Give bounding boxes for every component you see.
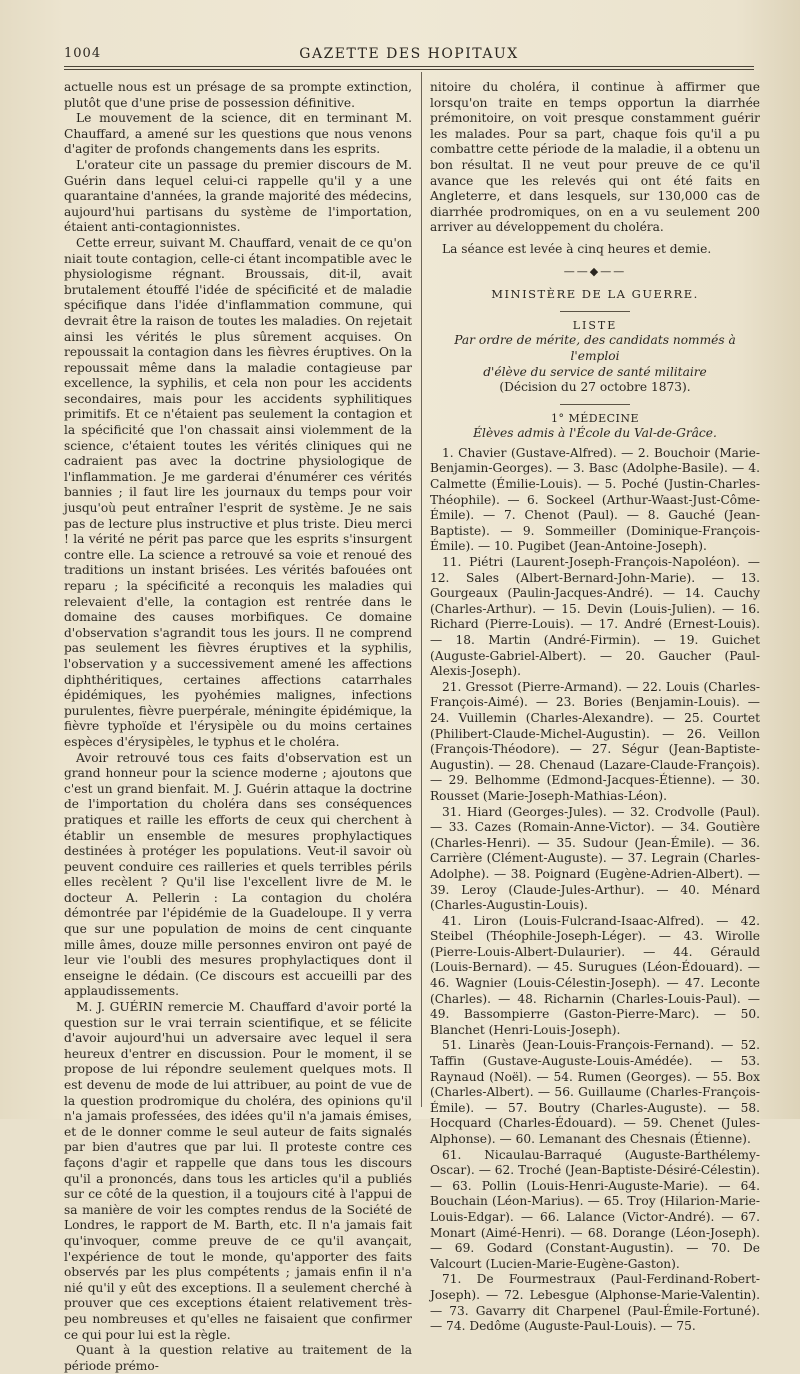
header-rule bbox=[64, 66, 754, 67]
ornament-divider: ——◆—— bbox=[563, 264, 627, 278]
ministry-heading: MINISTÈRE DE LA GUERRE. bbox=[491, 287, 699, 302]
decision-date: (Décision du 27 octobre 1873). bbox=[499, 380, 691, 395]
paragraph: Cette erreur, suivant M. Chauffard, venait de ce qu'on niait toute contagion, celle-ci étant incompatible avec le physiologisme régnant. Broussais, dit-il, avait brutalement étouffé l'idée de spécificité et de maladie spécifique dans l'idée d'inflammation commune, qui devrait être la raison de toutes les maladies. On rejetait ainsi les vérités le plus sûrement acquises. On repoussait la contagion dans les fièvres éruptives. On la repoussait même dans la maladie contagieuse par excellence, la syphilis, et cela non pour les accidents secondaires, mais pour les accidents syphilitiques primitifs. Et ce n'étaient pas seulement la contagion et la spécificité que l'on chassait ainsi violemment de la science, c'étaient toutes les vérités cliniques qui ne cadraient pas avec la doctrine physiologique de l'inflammation. Je me garderai d'énumérer ces vérités bannies ; il faut lire les journaux du temps pour voir jusqu'où peut entraîner l'esprit de système. Je ne sais pas de lecture plus instructive et plus triste. Dieu merci ! la vérité ne périt pas parce que les esprits s'insurgent contre elle. La science a retrouvé sa voie et renoué des traditions un instant brisées. Les vérités bafouées ont reparu ; la spécificité a reconquis les maladies qui relevaient d'elle, la contagion est rentrée dans le domaine des causes morbifiques. Ce domaine d'observation s'agrandit tous les jours. Il ne comprend pas seulement les fièvres éruptives et la syphilis, l'observation y a successivement amené les affections diphthéritiques, certaines affections catarrhales épidémiques, les pyohémies malignes, infections purulentes, fièvre puerpérale, méningite épidémique, la fièvre typhoïde et l'érysipèle ou du moins certaines espèces d'érysipèles, le typhus et le choléra. bbox=[64, 235, 412, 749]
section-heading: 1° MÉDECINE bbox=[550, 411, 640, 425]
paragraph: M. J. GUÉRIN remercie M. Chauffard d'avoir porté la question sur le vrai terrain scientifique, et se félicite d'avoir aujourd'hui un adversaire avec lequel il sera heureux d'entrer en discussion. Pour le moment, il se propose de lui répondre seulement quelques mots. Il est devenu de mode de lui attribuer, au point de vue de la question prodromique du choléra, des opinions qu'il n'a jamais professées, des idées qu'il n'a jamais émises, et de le donner comme le seul auteur de faits signalés par bien d'autres que par lui. Il proteste contre ces façons d'agir et rappelle que dans tous les discours qu'il a prononcés, dans tous les articles qu'il a publiés sur ce côté de la question, il a toujours cité à l'appui de sa manière de voir les comptes rendus de la Société de Londres, le rapport de M. Barth, etc. Il n'a jamais fait qu'invoquer, comme preuve de ce qu'il avançait, l'expérience de tout le monde, qu'apporter des faits observés par les plus compétents ; jamais enfin il n'a nié qu'il y eût des exceptions. Il a seulement cherché à prouver que ces exceptions étaient relativement très-peu nombreuses et qu'elles ne faisaient que confirmer ce qui pour lui est la règle. bbox=[64, 1000, 412, 1342]
paragraph: Avoir retrouvé tous ces faits d'observation est un grand honneur pour la science moderne ; ajoutons que c'est un grand bienfait. M. J. Guérin attaque la doctrine de l'importation du choléra dans ses conséquences pratiques et raille les efforts de ceux qui cherchent à établir un ensemble de mesures prophylactiques destinées à protéger les populations. Veut-il savoir où peuvent conduire ces railleries et quels terribles périls elles recèlent ? Qu'il lise l'excellent livre de M. le docteur A. Pellerin : La contagion du choléra démontrée par l'épidémie de la Guadeloupe. Il y verra que sur une population de moins de cent cinquante mille âmes, douze mille personnes environ ont payé de leur vie l'oubli des mesures prophylactiques dont il enseigne le dédain. (Ce discours est accueilli par des applaudissements. bbox=[64, 750, 412, 999]
paragraph: nitoire du choléra, il continue à affirmer que lorsqu'on traite en temps opportun la diarrhée prémonitoire, on voit presque constamment guérir les malades. Pour sa part, chaque fois qu'il a pu combattre cette période de la maladie, il a obtenu un bon résultat. Il ne veut pour preuve de ce qu'il avance que les relevés qui ont été faits en Angleterre, et dans lesquels, sur 130,000 cas de diarrhée prodromiques, on en a vu seulement 200 arriver au développement du choléra. bbox=[430, 80, 760, 235]
header-rule-double bbox=[64, 69, 754, 70]
short-rule bbox=[560, 311, 630, 312]
short-rule bbox=[560, 404, 630, 405]
list-item: 31. Hiard (Georges-Jules). — 32. Crodvolle (Paul). — 33. Cazes (Romain-Anne-Victor). — 34. Goutière (Charles-Henri). — 35. Sudour (Jean-Émile). — 36. Carrière (Clément-Auguste). — 37. Legrain (Charles-Adolphe). — 38. Poignard (Eugène-Adrien-Albert). — 39. Leroy (Claude-Jules-Arthur). — 40. Ménard (Charles-Augustin-Louis). bbox=[430, 804, 760, 913]
list-item: 1. Chavier (Gustave-Alfred). — 2. Bouchoir (Marie-Benjamin-Georges). — 3. Basc (Adolphe-Basile). — 4. Calmette (Émilie-Louis). — 5. Poché (Justin-Charles-Théophile). — 6. Sockeel (Arthur-Waast-Just-Côme-Émile). — 7. Chenot (Paul). — 8. Gauché (Jean-Baptiste). — 9. Sommeiller (Dominique-François-Émile). — 10. Pugibet (Jean-Antoine-Joseph). bbox=[430, 445, 760, 554]
paragraph: Le mouvement de la science, dit en terminant M. Chauffard, a amené sur les questions que nous venons d'agiter de profonds changements dans les esprits. bbox=[64, 111, 412, 157]
paragraph: Quant à la question relative au traitement de la période prémo- bbox=[64, 1343, 412, 1373]
list-item: 11. Piétri (Laurent-Joseph-François-Napoléon). — 12. Sales (Albert-Bernard-John-Marie). — 13. Gourgeaux (Paulin-Jacques-André). — 14. Cauchy (Charles-Arthur). — 15. Devin (Louis-Julien). — 16. Richard (Pierre-Louis). — 17. André (Ernest-Louis). — 18. Martin (André-Firmin). — 19. Guichet (Auguste-Gabriel-Albert). — 20. Gaucher (Paul-Alexis-Joseph). bbox=[430, 555, 760, 679]
left-column bbox=[64, 80, 412, 1374]
decree-line: Par ordre de mérite, des candidats nommés à l'emploi bbox=[454, 333, 736, 363]
publication-title: GAZETTE DES HOPITAUX bbox=[299, 46, 519, 62]
session-closing: La séance est levée à cinq heures et demie. bbox=[442, 241, 712, 256]
column-divider bbox=[421, 72, 422, 1107]
paragraph: L'orateur cite un passage du premier discours de M. Guérin dans lequel celui-ci rappelle qu'il y a une quarantaine d'années, la grande majorité des médecins, aujourd'hui partisans du système de l'importation, étaient anti-contagionnistes. bbox=[64, 157, 412, 235]
liste-heading: LISTE bbox=[572, 318, 618, 332]
decree-line: d'élève du service de santé militaire bbox=[483, 364, 707, 379]
paragraph: actuelle nous est un présage de sa prompte extinction, plutôt que d'une prise de possession définitive. bbox=[64, 80, 412, 110]
list-item: 51. Linarès (Jean-Louis-François-Fernand). — 52. Taffin (Gustave-Auguste-Louis-Amédée). — 53. Raynaud (Noël). — 54. Rumen (Georges). — 55. Box (Charles-Albert). — 56. Guillaume (Charles-François-Émile). — 57. Boutry (Charles-Auguste). — 58. Hocquard (Charles-Édouard). — 59. Chenet (Jules-Alphonse). — 60. Lemanant des Chesnais (Étienne). bbox=[430, 1038, 760, 1146]
school-heading: Élèves admis à l'École du Val-de-Grâce. bbox=[473, 426, 717, 441]
right-column bbox=[430, 80, 760, 1335]
page-header bbox=[64, 46, 754, 66]
list-item: 71. De Fourmestraux (Paul-Ferdinand-Robert-Joseph). — 72. Lebesgue (Alphonse-Marie-Valentin). — 73. Gavarry dit Charpenel (Paul-Émile-Fortuné). — 74. Dedôme (Auguste-Paul-Louis). — 75. bbox=[430, 1272, 760, 1334]
list-item: 21. Gressot (Pierre-Armand). — 22. Louis (Charles-François-Aimé). — 23. Bories (Benjamin-Louis). — 24. Vuillemin (Charles-Alexandre). — 25. Courtet (Philibert-Claude-Michel-Augustin). — 26. Veillon (François-Théodore). — 27. Ségur (Jean-Baptiste-Augustin). — 28. Chenaud (Lazare-Claude-François). — 29. Belhomme (Edmond-Jacques-Étienne). — 30. Rousset (Marie-Joseph-Mathias-Léon). bbox=[430, 679, 760, 803]
list-item: 61. Nicaulau-Barraqué (Auguste-Barthélemy-Oscar). — 62. Troché (Jean-Baptiste-Désiré-Célestin). — 63. Pollin (Louis-Henri-Auguste-Marie). — 64. Bouchain (Léon-Marius). — 65. Troy (Hilarion-Marie-Louis-Edgar). — 66. Lalance (Victor-André). — 67. Monart (Aimé-Henri). — 68. Dorange (Léon-Joseph). — 69. Godard (Constant-Augustin). — 70. De Valcourt (Lucien-Marie-Eugène-Gaston). bbox=[430, 1147, 760, 1271]
list-item: 41. Liron (Louis-Fulcrand-Isaac-Alfred). — 42. Steibel (Théophile-Joseph-Léger). — 43. Wirolle (Pierre-Louis-Albert-Dulaurier). — 44. Gérauld (Louis-Bernard). — 45. Surugues (Léon-Édouard). — 46. Wagnier (Louis-Célestin-Joseph). — 47. Leconte (Charles). — 48. Richarnin (Charles-Louis-Paul). — 49. Bassompierre (Gaston-Pierre-Marc). — 50. Blanchet (Henri-Louis-Joseph). bbox=[430, 913, 760, 1037]
page-number: 1004 bbox=[64, 46, 102, 61]
